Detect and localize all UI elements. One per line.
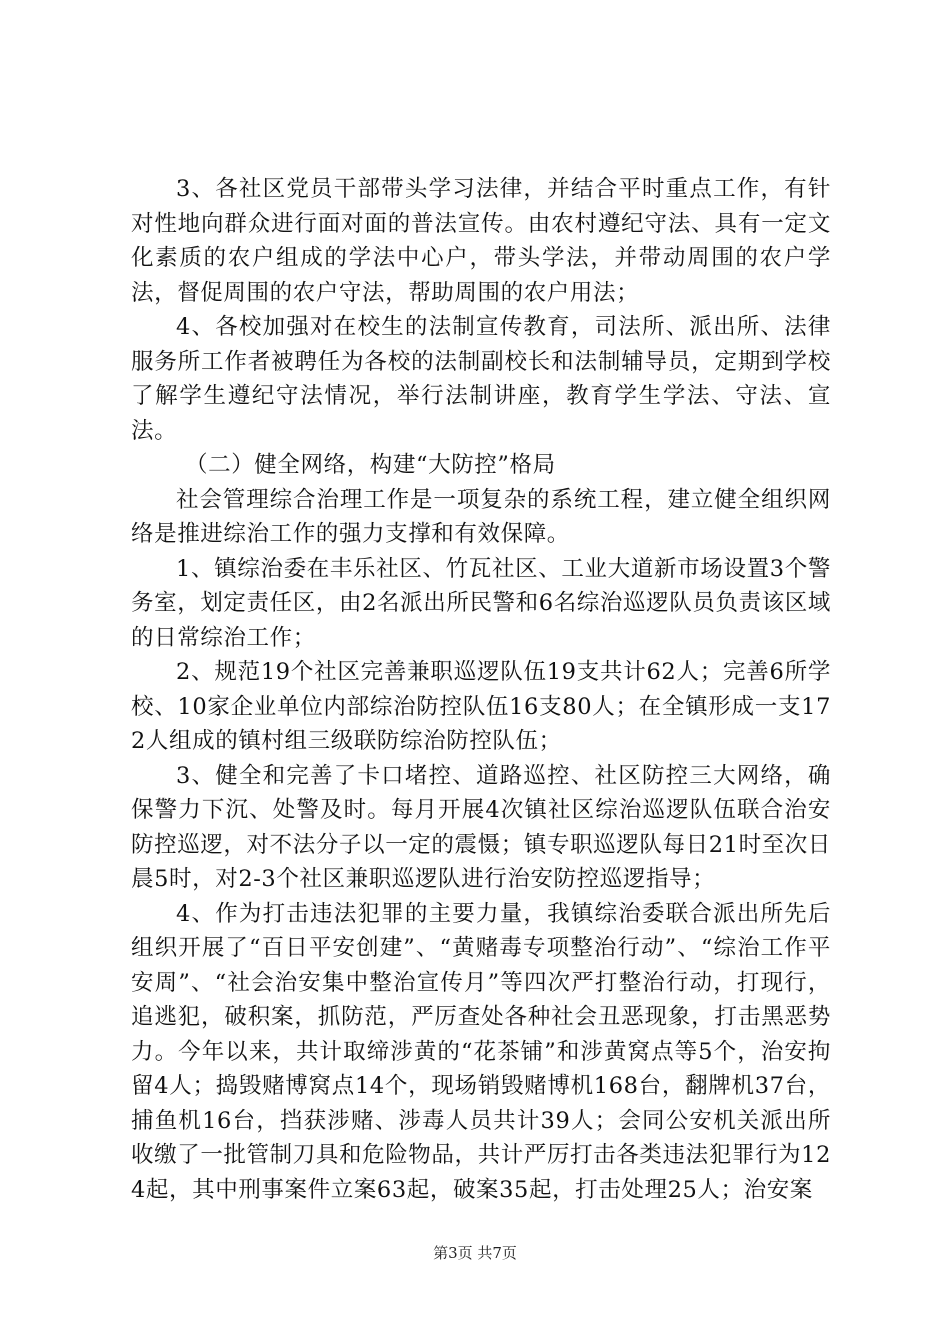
page-number-footer: 第3页 共7页 (433, 1244, 517, 1262)
paragraph-community-legal-study: 3、各社区党员干部带头学习法律，并结合平时重点工作，有针对性地向群众进行面对面的普法宣传。由农村遵纪守法、具有一定文化素质的农户组成的学法中心户，带头学法，并带动周围的农户学法，督促周围的农户守法，帮助周围的农户用法； (131, 176, 831, 306)
document-body (131, 172, 831, 1207)
section-heading: （二）健全网络，构建“大防控”格局 (185, 452, 556, 478)
paragraph-school-legal-education: 4、各校加强对在校生的法制宣传教育，司法所、派出所、法律服务所工作者被聘任为各校的法制副校长和法制辅导员，定期到学校了解学生遵纪守法情况，举行法制讲座，教育学生学法、守法、宣法。 (131, 314, 831, 444)
paragraph-patrol-teams: 2、规范19个社区完善兼职巡逻队伍19支共计62人；完善6所学校、10家企业单位内部综治防控队伍16支80人；在全镇形成一支172人组成的镇村组三级联防综治防控队伍； (131, 659, 831, 754)
paragraph-police-offices: 1、镇综治委在丰乐社区、竹瓦社区、工业大道新市场设置3个警务室，划定责任区，由2名派出所民警和6名综治巡逻队员负责该区域的日常综治工作； (131, 555, 831, 651)
paragraph-crackdown: 4、作为打击违法犯罪的主要力量，我镇综治委联合派出所先后组织开展了“百日平安创建”、“黄赌毒专项整治行动”、“综治工作平安周”、“社会治安集中整治宣传月”等四次严打整治行动，打现行，追逃犯，破积案，抓防范，严厉查处各种社会丑恶现象，打击黑恶势力。今年以来，共计取缔涉黄的“花茶铺”和涉黄窝点等5个，治安拘留4人；捣毁赌博窝点14个，现场销毁赌博机168台，翻牌机37台，捕鱼机16台，挡获涉赌、涉毒人员共计39人；会同公安机关派出所收缴了一批管制刀具和危险物品，共计严厉打击各类违法犯罪行为124起，其中刑事案件立案63起，破案35起，打击处理25人；治安案 (131, 900, 831, 1203)
paragraph-intro: 社会管理综合治理工作是一项复杂的系统工程，建立健全组织网络是推进综治工作的强力支撑和有效保障。 (131, 486, 831, 547)
paragraph-prevention-network: 3、健全和完善了卡口堵控、道路巡控、社区防控三大网络，确保警力下沉、处警及时。每月开展4次镇社区综治巡逻队伍联合治安防控巡逻，对不法分子以一定的震慑；镇专职巡逻队每日21时至次日晨5时，对2-3个社区兼职巡逻队进行治安防控巡逻指导； (131, 762, 831, 892)
